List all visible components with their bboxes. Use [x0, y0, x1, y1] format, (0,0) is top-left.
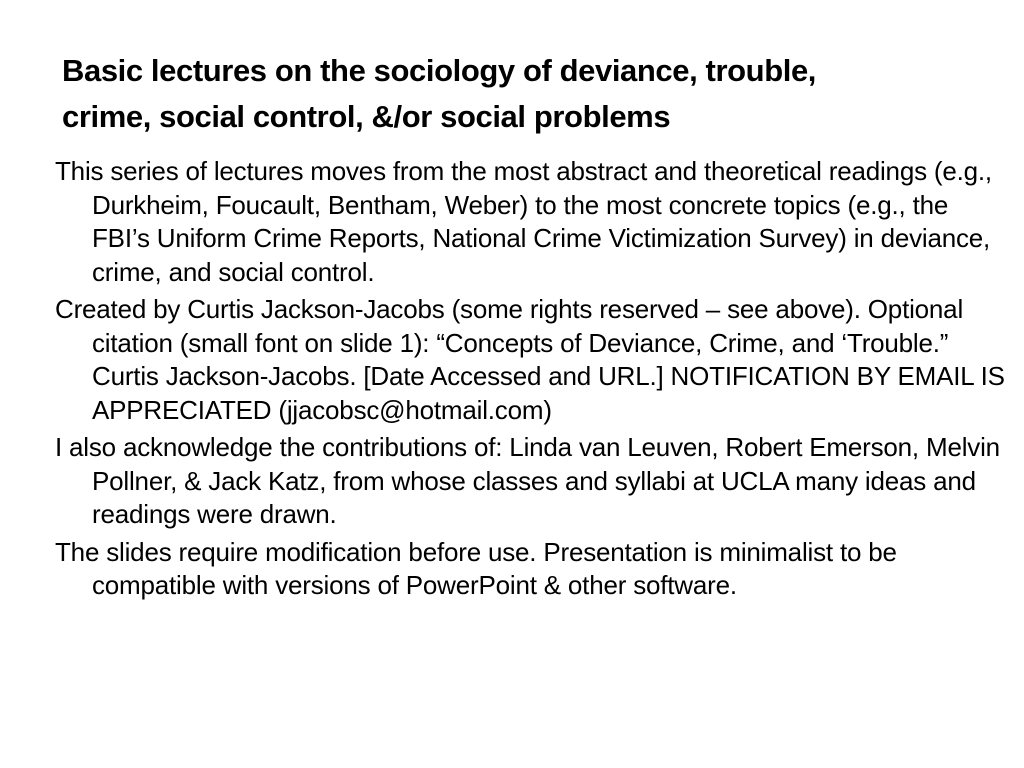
paragraph-author-citation: Created by Curtis Jackson-Jacobs (some rights reserved – see above). Optional citation (small font on slide 1): “Concepts of Deviance, Crime, and ‘Trouble.” Curtis Jackson-Jacobs. [Date Accessed and URL.] NOTIFICATION BY EMAIL IS APPRECIATED (jjacobsc@hotmail.com) — [55, 294, 1005, 425]
paragraph-acknowledgements: I also acknowledge the contributions of: Linda van Leuven, Robert Emerson, Melvin Pollner, & Jack Katz, from whose classes and syllabi at UCLA many ideas and readings were drawn. — [55, 432, 1000, 529]
slide-title-line-1: Basic lectures on the sociology of deviance, trouble, — [62, 53, 816, 88]
paragraph-modification-note: The slides require modification before use. Presentation is minimalist to be compatible with versions of PowerPoint & other software. — [55, 536, 897, 600]
slide-title — [62, 48, 962, 140]
slide-body — [55, 155, 1005, 607]
slide-title-line-2: crime, social control, &/or social problems — [62, 99, 671, 134]
paragraph-lecture-series: This series of lectures moves from the most abstract and theoretical readings (e.g., Durkheim, Foucault, Bentham, Weber) to the most concrete topics (e.g., the FBI’s Uniform Crime Reports, National Crime Victimization Survey) in deviance, crime, and social control. — [55, 156, 992, 287]
